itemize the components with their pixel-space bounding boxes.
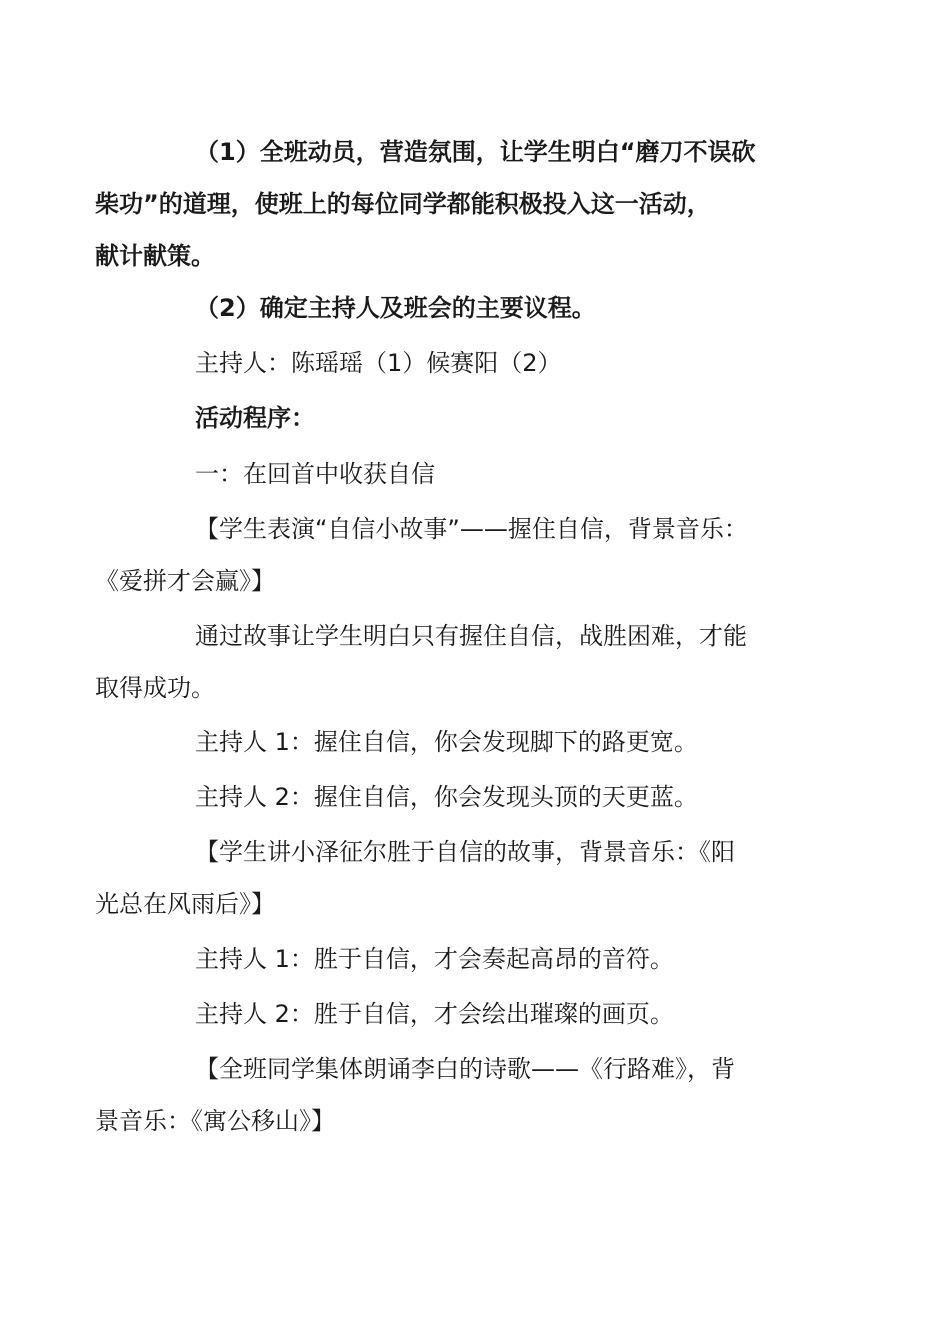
text-line: 主持人 1：握住自信，你会发现脚下的路更宽。 <box>195 728 698 756</box>
text-line: 【学生表演“自信小故事”——握住自信，背景音乐： <box>195 515 748 543</box>
paragraph-performance <box>95 503 805 607</box>
paragraph-hosts <box>145 337 805 389</box>
text-line: 【全班同学集体朗诵李白的诗歌——《行路难》，背 <box>195 1055 735 1083</box>
text-line: 【学生讲小泽征尔胜于自信的故事，背景音乐：《阳 <box>195 838 735 866</box>
paragraph-host-2-line <box>145 988 805 1040</box>
text-line: 柴功”的道理，使班上的每位同学都能积极投入这一活动， <box>95 190 711 218</box>
text-line: 光总在风雨后》】 <box>95 890 275 918</box>
text-line: 主持人 2：握住自信，你会发现头顶的天更蓝。 <box>195 783 698 811</box>
paragraph-part-one <box>145 448 805 500</box>
text-line: 景音乐：《寓公移山》】 <box>95 1107 335 1135</box>
paragraph-host-1-line <box>145 716 805 768</box>
section-heading-program <box>145 392 805 444</box>
text-line: （2）确定主持人及班会的主要议程。 <box>195 294 596 322</box>
text-line: 活动程序： <box>195 404 315 432</box>
text-line: 主持人 1：胜于自信，才会奏起高昂的音符。 <box>195 945 674 973</box>
paragraph-mobilization <box>95 126 805 282</box>
text-line: 《爱拼才会赢》】 <box>95 567 275 595</box>
paragraph-ozawa-story <box>95 826 805 930</box>
text-line: 主持人：陈瑶瑶（1）候赛阳（2） <box>195 349 562 377</box>
text-line: （1）全班动员，营造氛围，让学生明白“磨刀不误砍 <box>195 138 756 166</box>
paragraph-host-2-line <box>145 771 805 823</box>
paragraph-host-1-line <box>145 933 805 985</box>
text-line: 通过故事让学生明白只有握住自信，战胜困难，才能 <box>195 622 747 650</box>
paragraph-poem-recital <box>95 1043 805 1147</box>
text-line: 献计献策。 <box>95 242 215 270</box>
paragraph-agenda <box>145 282 805 334</box>
paragraph-story-lesson <box>95 610 805 714</box>
text-line: 取得成功。 <box>95 674 215 702</box>
text-line: 主持人 2：胜于自信，才会绘出璀璨的画页。 <box>195 1000 674 1028</box>
text-line: 一：在回首中收获自信 <box>195 460 435 488</box>
